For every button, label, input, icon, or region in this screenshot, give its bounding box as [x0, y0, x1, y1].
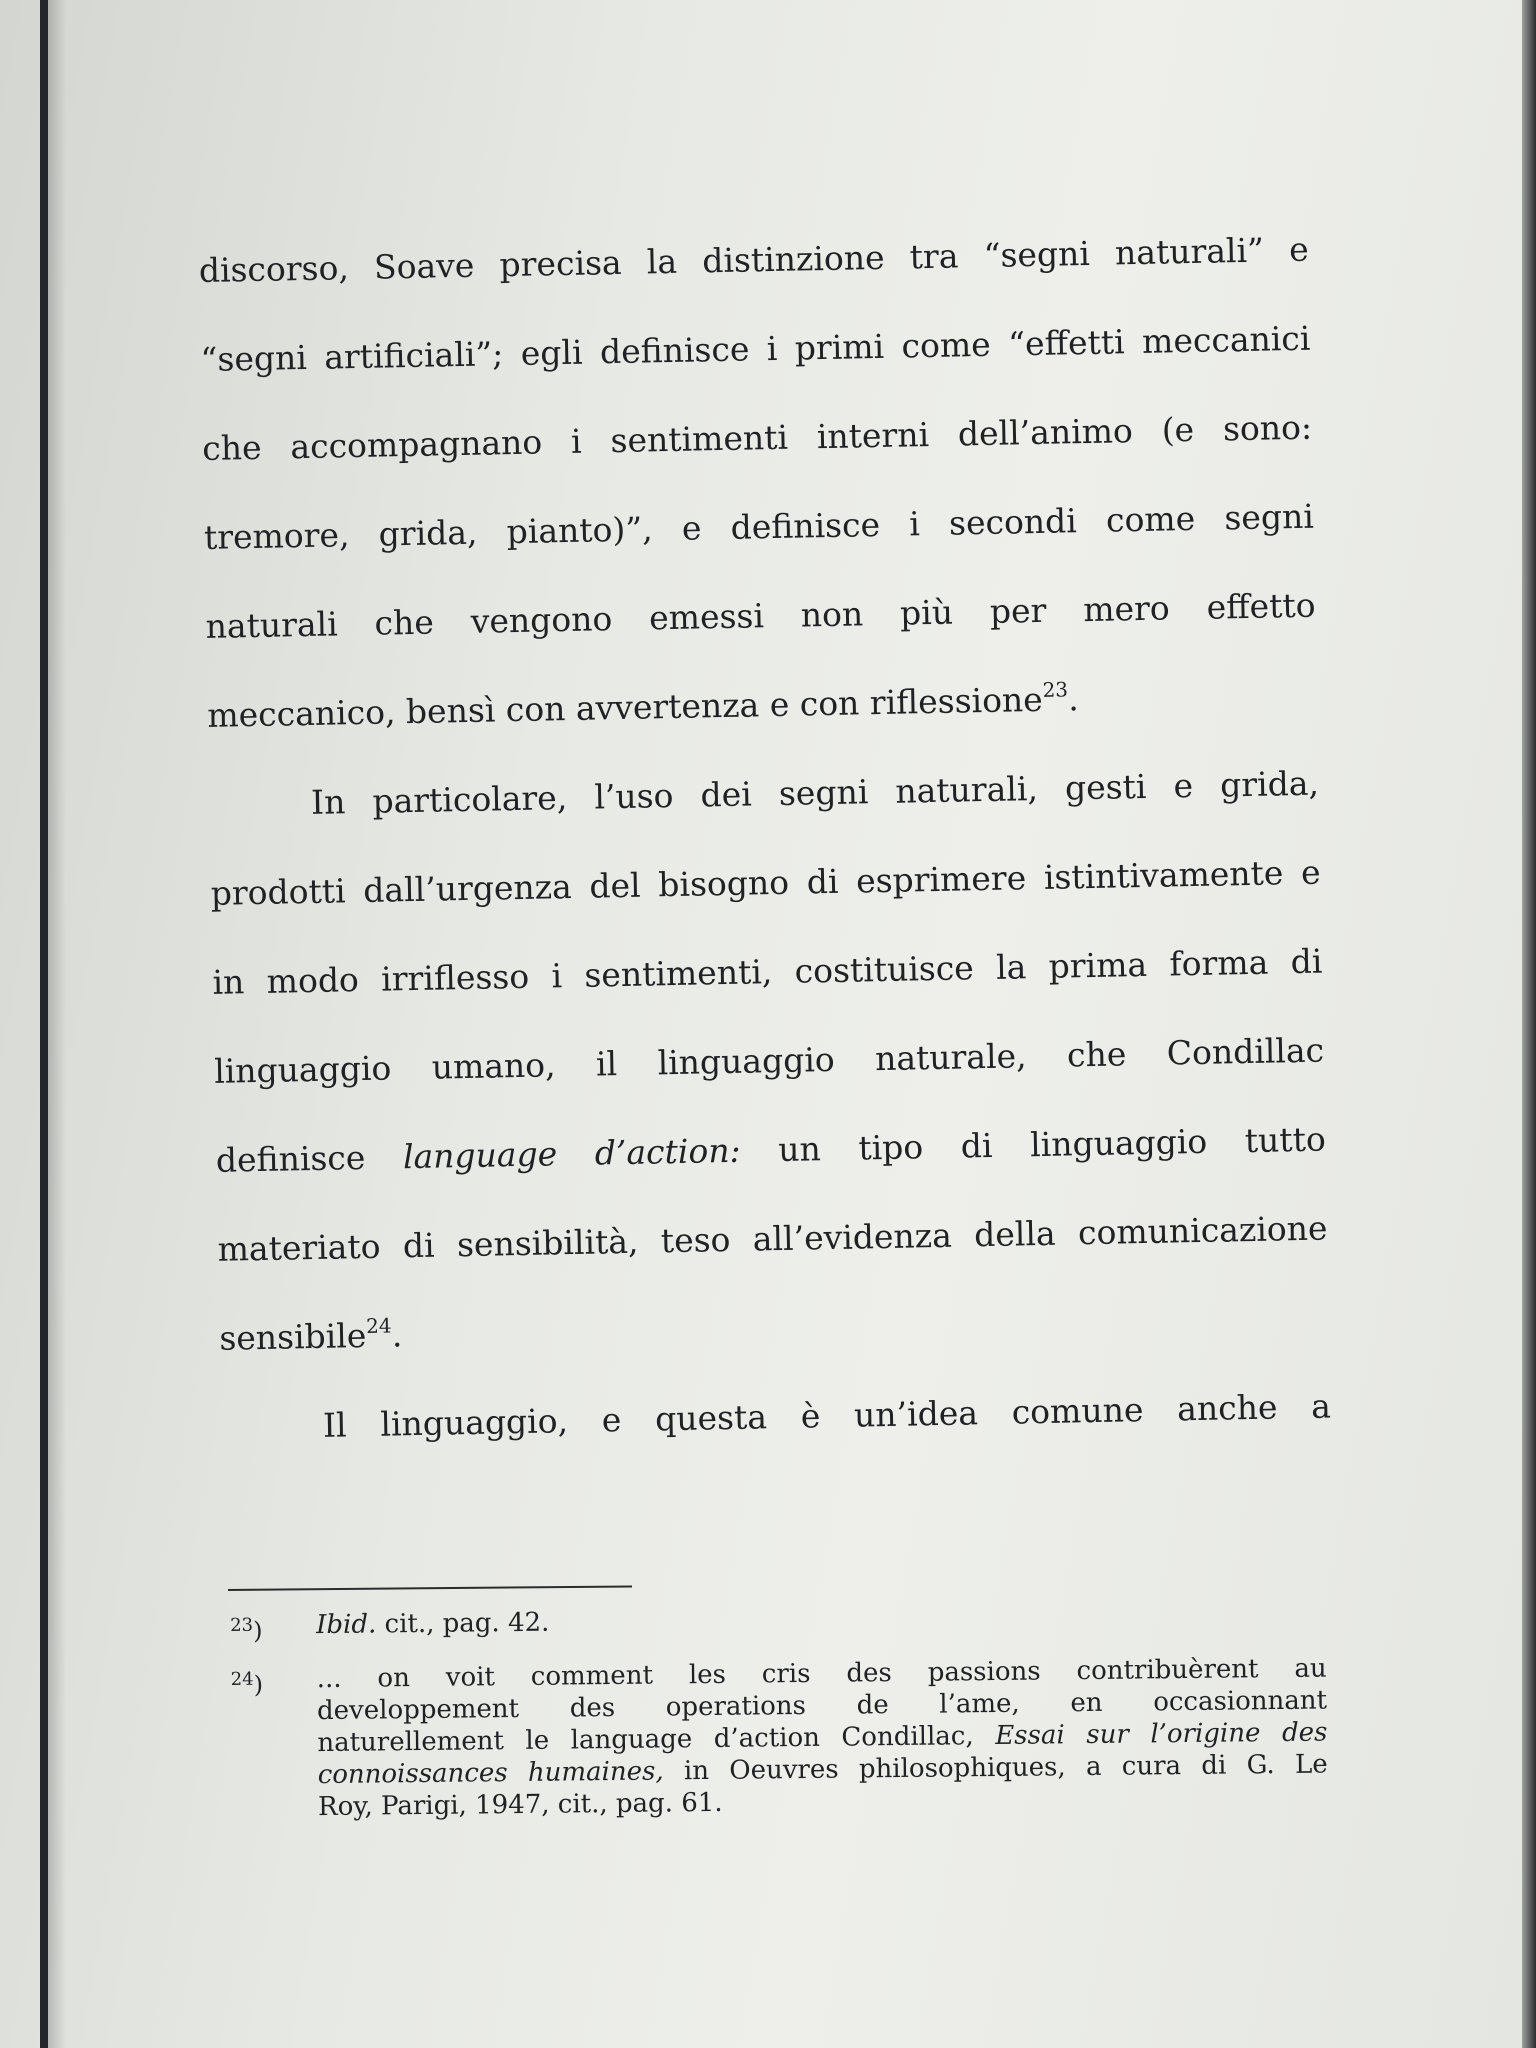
text-segment: meccanico, bensì con avvertenza e con riflessione: [207, 679, 1044, 735]
book-spine-edge: [40, 0, 48, 2048]
footnote-line: naturellement le language d’action Condillac, Essai sur l’origine des: [317, 1717, 1328, 1759]
text-segment: sensibile: [218, 1315, 367, 1358]
body-text: [198, 205, 1332, 1472]
italic-title: Essai sur l’origine des: [995, 1717, 1328, 1751]
text-line: in modo irriflesso i sentimenti, costituisce la prima forma di: [212, 941, 1323, 1002]
footnote-line: ... on voit comment les cris des passions contribuèrent au: [316, 1653, 1327, 1695]
footnote-separator: [228, 1585, 632, 1591]
footnote-number: $^{24}$): [230, 1668, 264, 1699]
footnote-line: developpement des operations de l’ame, en occasionnant: [316, 1685, 1328, 1727]
italic-title: connoissances humaines,: [317, 1756, 664, 1791]
text-line: materiato di sensibilità, teso all’evidenza della comunicazione: [217, 1208, 1328, 1269]
footnote-text: [317, 1653, 1329, 1824]
text-line: Il linguaggio, e questa è un’idea comune anche a: [322, 1386, 1332, 1445]
page-right-edge: [1522, 0, 1536, 2048]
footnote-ref-24: 24: [365, 1313, 392, 1338]
text-segment: un tipo di linguaggio tutto: [777, 1119, 1327, 1170]
footnote-line: Roy, Parigi, 1947, cit., pag. 61.: [317, 1787, 723, 1823]
footnote-24: [231, 1653, 1329, 1824]
footnote-ref-23: 23: [1042, 677, 1069, 702]
text-line: discorso, Soave precisa la distinzione tra “segni naturali” e: [198, 229, 1310, 290]
text-line: che accompagnano i sentimenti interni dell’animo (e sono:: [201, 407, 1313, 468]
text-segment: .: [1067, 679, 1080, 719]
text-line: linguaggio umano, il linguaggio naturale, che Condillac: [213, 1030, 1325, 1091]
text-line: “segni artificiali”; egli definisce i primi come “effetti meccanici: [200, 318, 1311, 379]
text-segment: definisce: [215, 1137, 366, 1180]
text-line: naturali che vengono emessi non più per mero effetto: [205, 585, 1316, 646]
page-shadow: [48, 0, 66, 2048]
text-segment: .: [391, 1315, 403, 1355]
text-line: In particolare, l’uso dei segni naturali, gesti e grida,: [310, 763, 1320, 822]
footnote-text: Ibid. cit., pag. 42.: [316, 1607, 550, 1641]
italic-term: Ibid.: [316, 1609, 377, 1641]
footnote-23: [230, 1599, 1326, 1645]
text-line: tremore, grida, pianto)”, e definisce i secondi come segni: [203, 496, 1315, 557]
italic-term: language d’action:: [402, 1130, 741, 1177]
footnotes: [230, 1599, 1328, 1824]
text-line: prodotti dall’urgenza del bisogno di esprimere istintivamente e: [210, 852, 1321, 913]
footnote-line: connoissances humaines, in Oeuvres philosophiques, a cura di G. Le: [317, 1749, 1328, 1791]
footnote-number: $^{23}$): [230, 1614, 263, 1645]
